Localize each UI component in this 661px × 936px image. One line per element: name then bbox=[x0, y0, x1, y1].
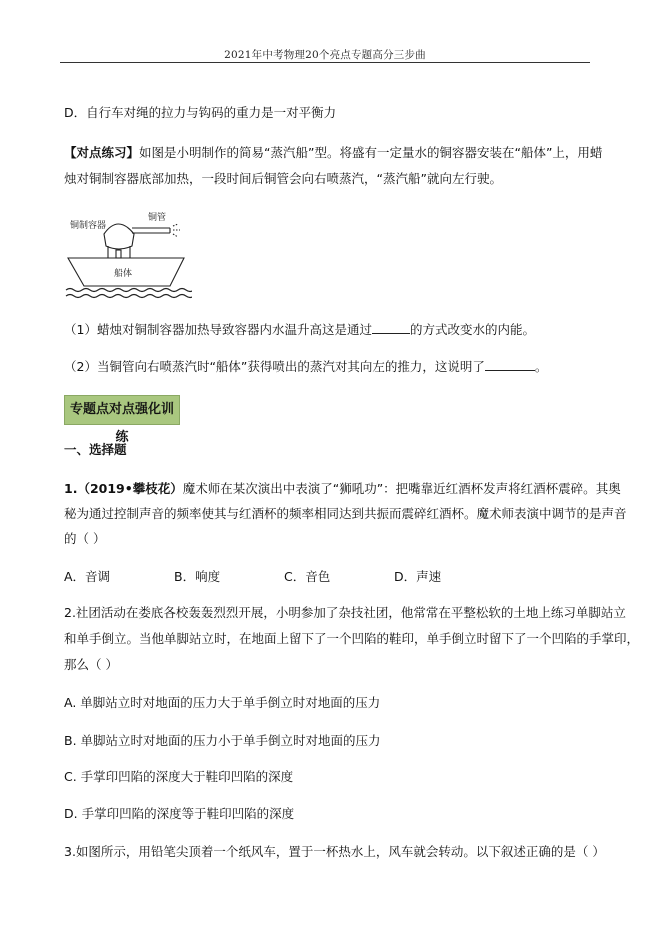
problem-1-line-3: 的（ ） bbox=[64, 531, 106, 546]
page-header: 2021年中考物理20个亮点专题高分三步曲 bbox=[224, 49, 426, 61]
label-tube: 铜管 bbox=[148, 213, 167, 223]
p2-option-b[interactable]: B. 单脚站立时对地面的压力小于单手倒立时对地面的压力 bbox=[64, 733, 381, 748]
section-banner: 专题点对点强化训练 bbox=[64, 395, 180, 425]
p2-option-d[interactable]: D. 手掌印凹陷的深度等于鞋印凹陷的深度 bbox=[64, 806, 295, 821]
p1-number: 1. bbox=[64, 481, 78, 496]
steam-boat-figure bbox=[64, 206, 192, 302]
p2-option-a[interactable]: A. 单脚站立时对地面的压力大于单手倒立时对地面的压力 bbox=[64, 695, 381, 710]
question-1-line bbox=[64, 322, 535, 338]
question-2-line bbox=[64, 359, 547, 375]
practice-text-1: 如图是小明制作的简易“蒸汽船”型。将盛有一定量水的铜容器安装在“船体”上，用蜡 bbox=[139, 145, 603, 160]
problem-2-line-3: 那么（ ） bbox=[64, 657, 118, 672]
p1-option-c[interactable]: C．音色 bbox=[284, 569, 331, 584]
p1-text-1: 魔术师在某次演出中表演了“狮吼功”：把嘴靠近红酒杯发声将红酒杯震碎。其奥 bbox=[182, 481, 621, 496]
copper-tube bbox=[132, 228, 170, 233]
q1-blank[interactable] bbox=[372, 322, 410, 334]
header-divider bbox=[60, 62, 590, 63]
practice-tag: 【对点练习】 bbox=[64, 145, 140, 160]
problem-2-line-2: 和单手倒立。当他单脚站立时，在地面上留下了一个凹陷的鞋印，单手倒立时留下了一个凹陷的手掌印， bbox=[64, 631, 640, 646]
previous-option-d: D．自行车对绳的拉力与钩码的重力是一对平衡力 bbox=[64, 105, 337, 120]
label-hull: 船体 bbox=[114, 269, 133, 279]
q1-tail: 的方式改变水的内能。 bbox=[409, 322, 535, 337]
practice-paragraph-line-1 bbox=[64, 145, 602, 161]
label-container-1: 铜制容器 bbox=[70, 221, 107, 231]
candle bbox=[116, 250, 121, 258]
practice-paragraph-line-2: 烛对铜制容器底部加热，一段时间后铜管会向右喷蒸汽，“蒸汽船”就向左行驶。 bbox=[64, 171, 502, 186]
p1-option-b[interactable]: B．响度 bbox=[174, 569, 221, 584]
q2-tail: 。 bbox=[534, 359, 548, 374]
p1-option-a[interactable]: A．音调 bbox=[64, 569, 111, 584]
section-heading: 一、选择题 bbox=[64, 442, 127, 457]
q2-text: （2）当铜管向右喷蒸汽时“船体”获得喷出的蒸汽对其向左的推力，这说明了 bbox=[64, 359, 485, 374]
water-waves bbox=[66, 289, 192, 292]
q1-text: （1）蜡烛对铜制容器加热导致容器内水温升高这是通过 bbox=[64, 322, 372, 337]
copper-container bbox=[104, 224, 134, 249]
problem-1-line-2: 秘为通过控制声音的频率使其与红酒杯的频率相同达到共振而震碎红酒杯。魔术师表演中调节的是声音 bbox=[64, 506, 627, 521]
problem-2-line-1: 2.社团活动在娄底各校轰轰烈烈开展，小明参加了杂技社团，他常常在平整松软的土地上练习单脚站立 bbox=[64, 605, 626, 620]
problem-1-options bbox=[64, 569, 504, 585]
p1-source: （2019•攀枝花） bbox=[77, 481, 183, 496]
problem-3-line-1: 3.如图所示，用铅笔尖顶着一个纸风车，置于一杯热水上，风车就会转动。以下叙述正确的是（ ） bbox=[64, 844, 605, 859]
q2-blank[interactable] bbox=[485, 359, 535, 371]
p1-option-d[interactable]: D．声速 bbox=[394, 569, 442, 584]
problem-1-line-1 bbox=[64, 481, 621, 497]
p2-option-c[interactable]: C. 手掌印凹陷的深度大于鞋印凹陷的深度 bbox=[64, 769, 294, 784]
